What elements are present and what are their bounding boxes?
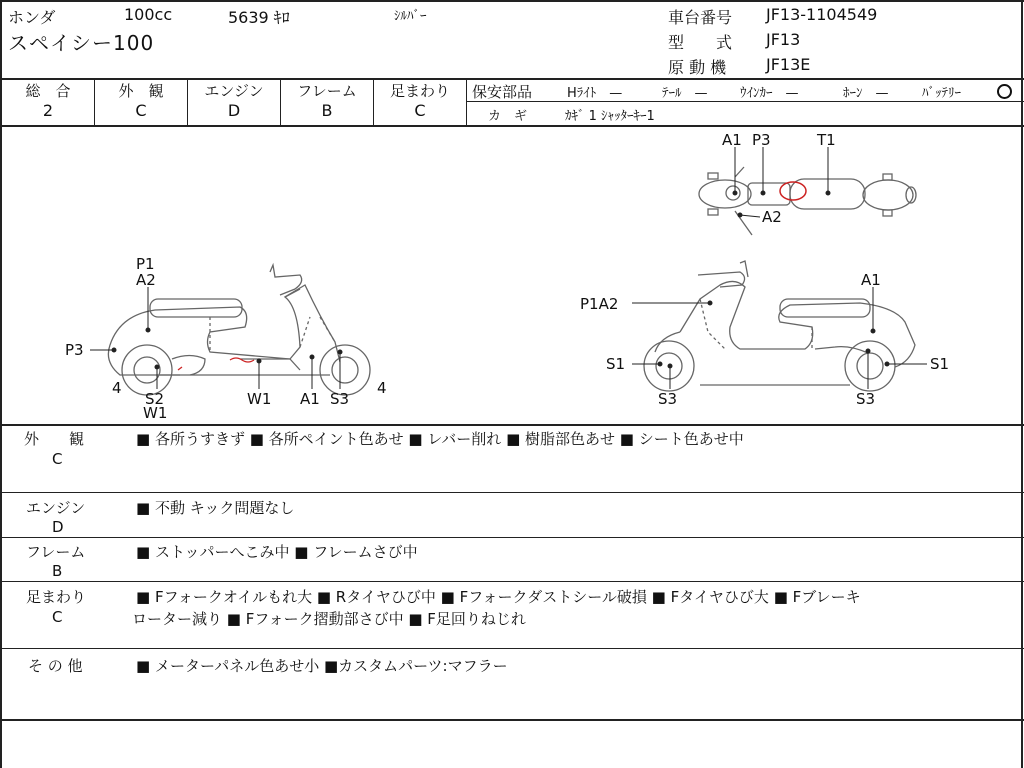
section-engine-label: エンジン: [26, 499, 86, 517]
model-name: スペイシー100: [8, 31, 155, 55]
section-suspension-label: 足まわり: [26, 588, 87, 606]
label-left-w1b: W1: [247, 390, 272, 408]
battery-ok-icon: [997, 84, 1012, 99]
engine-grade-label: エンジン: [204, 82, 264, 100]
section-suspension-line-1: ■ Fフォークオイルもれ大 ■ Rタイヤひび中 ■ Fフォークダストシール破損 ■ Fタイヤひび大 ■ Fブレーキ: [136, 588, 861, 606]
engine-label: 原 動 機: [668, 58, 727, 77]
color: ｼﾙﾊﾞｰ: [394, 9, 427, 24]
label-right-s1a: S1: [606, 355, 626, 373]
section-suspension-line-2: ローター減り ■ Fフォーク摺動部さび中 ■ F足回りねじれ: [132, 610, 526, 628]
engine-value: JF13E: [766, 55, 811, 74]
section-frame-line-1: ■ ストッパーへこみ中 ■ フレームさび中: [136, 543, 418, 561]
type-value: JF13: [766, 30, 801, 49]
frame-label: フレーム: [297, 82, 357, 100]
label-left-4a: 4: [112, 379, 122, 397]
section-other-line-1: ■ メーターパネル色あせ小 ■カスタムパーツ:マフラー: [136, 657, 508, 675]
maker: ホンダ: [8, 8, 56, 27]
winker-status: ｳｲﾝｶｰ —: [740, 86, 799, 101]
label-left-a1: A1: [300, 390, 320, 408]
chassis-value: JF13-1104549: [766, 5, 878, 24]
damage-mark-small: [178, 367, 182, 370]
label-left-p3: P3: [65, 341, 84, 359]
section-exterior-line-1: ■ 各所うすきず ■ 各所ペイント色あせ ■ レバー削れ ■ 樹脂部色あせ ■ シート色あせ中: [136, 430, 744, 448]
divider-sec5: [0, 719, 1024, 721]
mileage: 5639 ｷﾛ: [228, 8, 290, 27]
battery-status: ﾊﾞｯﾃﾘｰ: [922, 86, 961, 101]
label-left-s2: S2: [145, 390, 165, 408]
label-right-s3b: S3: [856, 390, 876, 408]
key-label: カ ギ: [488, 109, 528, 124]
label-left-w1a: W1: [143, 404, 168, 422]
divider-sec4: [0, 648, 1024, 649]
vline-5: [466, 79, 467, 126]
engine-grade-value: D: [227, 101, 241, 120]
suspension-value: C: [414, 101, 426, 120]
overall-label: 総 合: [25, 82, 71, 100]
label-top-t1: T1: [817, 131, 836, 149]
divider-safety: [466, 101, 1024, 102]
section-exterior-grade: C: [52, 450, 63, 468]
label-left-p1: P1: [136, 255, 155, 273]
tail-status: ﾃｰﾙ —: [662, 86, 708, 101]
divider-sec1: [0, 492, 1024, 493]
frame-value: B: [321, 101, 333, 120]
divider-sec2: [0, 537, 1024, 538]
divider-sec3: [0, 581, 1024, 582]
safety-label: 保安部品: [472, 83, 533, 101]
scooter-diagram: [0, 127, 1024, 424]
label-top-p3: P3: [752, 131, 771, 149]
section-suspension-grade: C: [52, 608, 63, 626]
horn-status: ﾎｰﾝ —: [843, 86, 889, 101]
headlight-status: Hﾗｲﾄ —: [567, 86, 623, 101]
chassis-label: 車台番号: [668, 8, 733, 27]
label-right-s3a: S3: [658, 390, 678, 408]
label-left-4b: 4: [377, 379, 387, 397]
section-exterior-label: 外 観: [24, 430, 85, 448]
exterior-label: 外 観: [118, 82, 164, 100]
section-frame-grade: B: [52, 562, 63, 580]
section-other-label: そ の 他: [28, 657, 83, 675]
label-right-p1a2: P1A2: [580, 295, 619, 313]
scooter-top-view: [699, 167, 916, 235]
section-engine-grade: D: [52, 518, 64, 536]
divider-diagram: [0, 424, 1024, 426]
label-right-s1b: S1: [930, 355, 950, 373]
type-label: 型 式: [668, 33, 733, 52]
section-frame-label: フレーム: [26, 543, 86, 561]
label-left-s3: S3: [330, 390, 350, 408]
key-value: ｶｷﾞ 1 ｼｬｯﾀｰｷｰ1: [565, 109, 655, 124]
displacement: 100cc: [124, 5, 173, 24]
label-top-a1: A1: [722, 131, 742, 149]
label-top-a2: A2: [762, 208, 782, 226]
exterior-value: C: [135, 101, 147, 120]
label-right-a1: A1: [861, 271, 881, 289]
label-left-a2: A2: [136, 271, 156, 289]
section-engine-line-1: ■ 不動 キック問題なし: [136, 499, 295, 517]
border-top: [0, 0, 1024, 2]
suspension-label: 足まわり: [389, 82, 450, 100]
overall-value: 2: [42, 101, 54, 120]
